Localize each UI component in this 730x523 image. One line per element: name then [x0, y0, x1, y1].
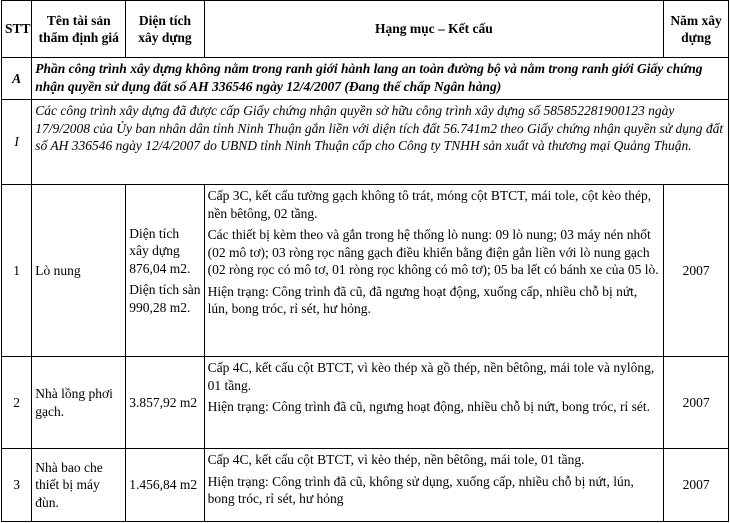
- row-asset-name: Nhà lồng phơi gạch.: [32, 357, 126, 449]
- header-stt: STT: [2, 1, 32, 58]
- table-row: [2, 357, 729, 449]
- section-a-text: Phần công trình xây dựng không nằm trong ranh giới hành lang an toàn đường bộ và nằm trong ranh giới Giấy chứng nhận quyền sử dụng đất số AH 336546 ngày 12/4/2007 (Đang thế chấp Ngân hàng): [32, 58, 729, 100]
- row-condition-desc: Hiện trạng: Công trình đã cũ, đã ngưng hoạt động, xuống cấp, nhiều chỗ bị nứt, lún, bong tróc, rỉ sét, hư hỏng.: [207, 283, 638, 316]
- row-equipment-desc: Các thiết bị kèm theo và gắn trong hệ thống lò nung: 09 lò nung; 03 máy nén nhốt (02 mô tơ); 03 ròng rọc nâng gạch điều khiển bằng điện gắn liền với lò nung gạch (02 ròng rọc có mô tơ, 01 ròng rọc không có mô tơ); 05 ba lết có bánh xe của 05 lò.: [207, 227, 659, 277]
- row-area: 1.456,84 m2: [126, 449, 204, 522]
- row-area: [126, 185, 204, 357]
- row-year: 2007: [664, 449, 729, 522]
- row-area-floor: Diện tích sàn 990,28 m2.: [129, 282, 201, 315]
- row-structure: [204, 357, 664, 449]
- row-stt: 2: [2, 357, 32, 449]
- header-year: Năm xây dựng: [664, 1, 729, 58]
- row-structure: [204, 449, 664, 522]
- section-i-text: Các công trình xây dựng đã được cấp Giấy chứng nhận quyền sở hữu công trình xây dựng số 585852281900123 ngày 17/9/2008 của Ủy ban nhân dân tỉnh Ninh Thuận gắn liền với diện tích đất 56.741m2 theo Giấy chứng nhận quyền sử dụng đất số AH 336546 ngày 12/4/2007 do UBND tỉnh Ninh Thuận cấp cho Công ty TNHH sản xuất và thương mại Quảng Thuận.: [32, 100, 729, 185]
- row-structure: [204, 185, 664, 357]
- row-asset-name: Nhà bao che thiết bị máy đùn.: [32, 449, 126, 522]
- row-structure-desc: Cấp 4C, kết cấu cột BTCT, vì kèo thép, nền bêtông, mái tole, 01 tầng.: [207, 452, 585, 467]
- header-asset-name: Tên tài sản thẩm định giá: [32, 1, 126, 58]
- table-row: [2, 449, 729, 522]
- header-area: Diện tích xây dựng: [126, 1, 204, 58]
- row-year: 2007: [664, 357, 729, 449]
- row-condition-desc: Hiện trạng: Công trình đã cũ, ngưng hoạt động, nhiều chỗ bị nứt, bong tróc, rỉ sét.: [207, 399, 651, 414]
- row-stt: 3: [2, 449, 32, 522]
- section-a-row: [2, 58, 729, 100]
- asset-valuation-table: [1, 0, 729, 522]
- row-stt: 1: [2, 185, 32, 357]
- section-i-label: I: [2, 100, 32, 185]
- row-structure-desc: Cấp 4C, kết cấu cột BTCT, vì kèo thép xà gồ thép, nền bêtông, mái tole và nylông, 01 tầng.: [207, 360, 655, 393]
- table-row: [2, 185, 729, 357]
- header-row: [2, 1, 729, 58]
- section-i-row: [2, 100, 729, 185]
- row-area-building: Diện tích xây dựng 876,04 m2.: [129, 225, 191, 276]
- header-structure: Hạng mục – Kết cấu: [204, 1, 664, 58]
- row-year: 2007: [664, 185, 729, 357]
- row-structure-desc: Cấp 3C, kết cấu tường gạch không tô trát, móng cột BTCT, mái tole, cột kèo thép, nền bêtông, 02 tầng.: [207, 188, 652, 221]
- row-area: 3.857,92 m2: [126, 357, 204, 449]
- row-asset-name: Lò nung: [32, 185, 126, 357]
- row-condition-desc: Hiện trạng: Công trình đã cũ, không sử dụng, xuống cấp, nhiều chỗ bị nứt, lún, bong tróc, rỉ sét, hư hỏng: [207, 473, 634, 506]
- section-a-label: A: [2, 58, 32, 100]
